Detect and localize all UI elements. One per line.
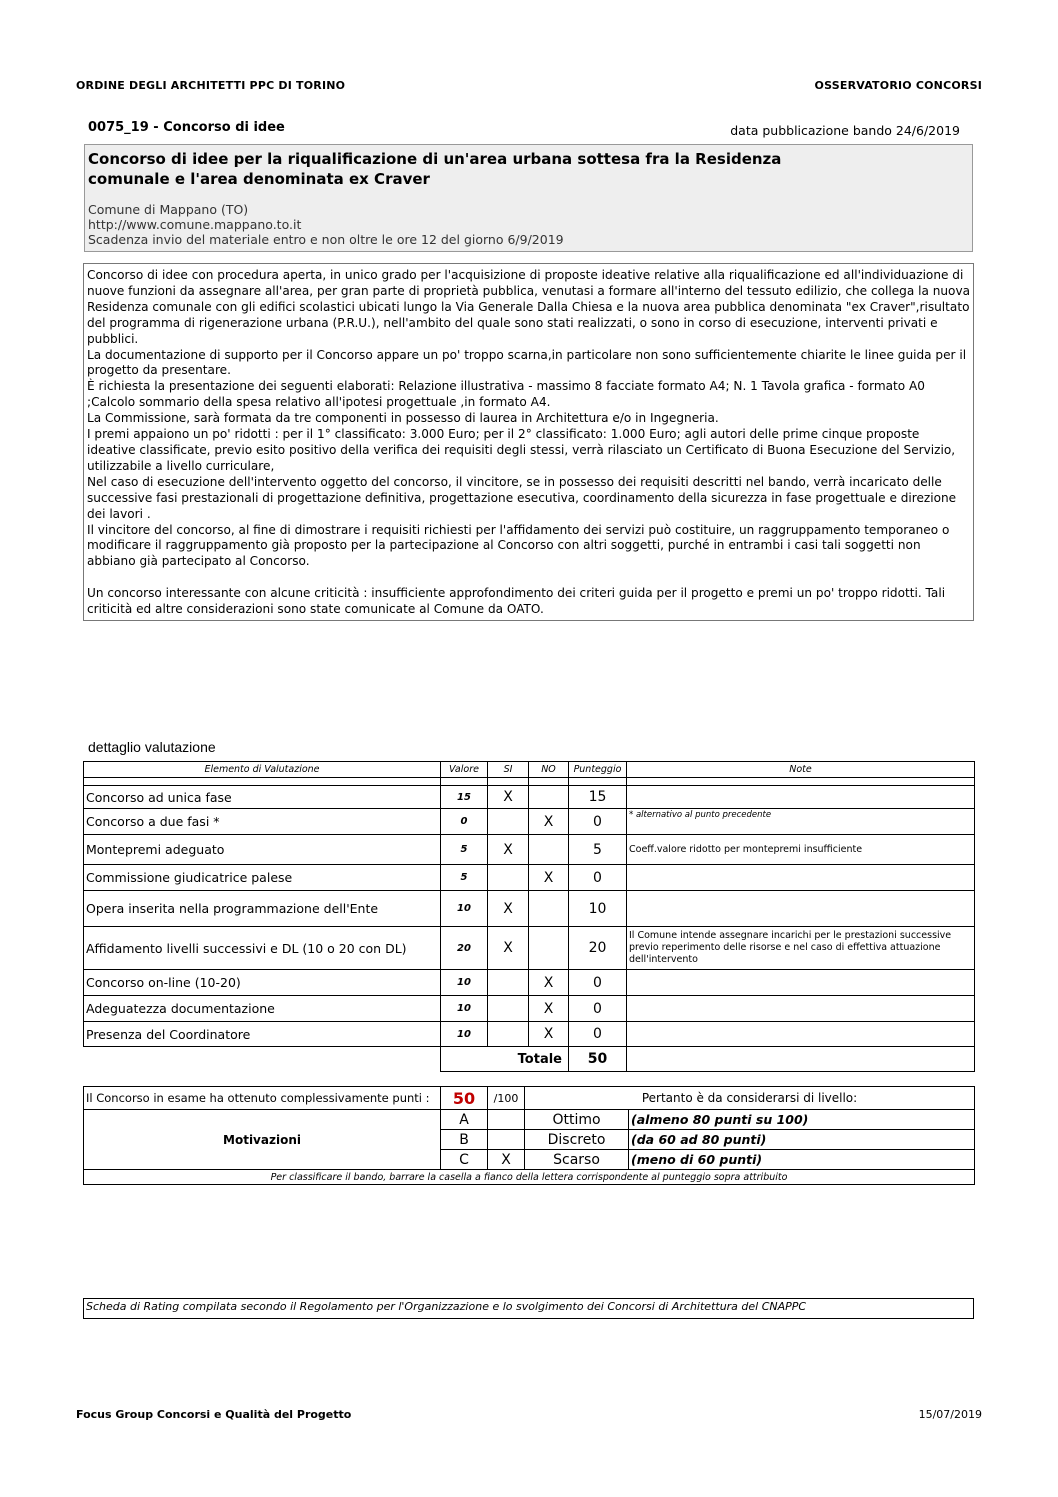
total-note (627, 1047, 975, 1072)
publication-date: data pubblicazione bando 24/6/2019 (730, 123, 960, 138)
row-points: 10 (569, 891, 627, 927)
row-no-mark (529, 891, 569, 927)
row-si-mark: X (488, 927, 529, 970)
row-value: 0 (441, 809, 488, 835)
row-element: Commissione giudicatrice palese (84, 865, 441, 891)
level-checkbox[interactable] (488, 1110, 525, 1130)
col-value-header: Valore (441, 762, 488, 778)
score-row (84, 1087, 975, 1110)
total-points: 50 (569, 1047, 627, 1072)
description-text: Concorso di idee con procedura aperta, in unico grado per l'acquisizione di proposte ideative relative alla riqualificazione ed all'individuazione di nuove funzioni da assegnare all'area, per gran parte di proprietà pubblica, venutasi a formare all'interno del tessuto edilizio, che collega la nuova Residenza comunale con gli edifici scolastici ubicati lungo la Via Generale Dalla Chiesa e la nuova area pubblica denominata "ex Craver",risultato del programma di rigenerazione urbana (P.R.U.), nell'ambito del quale sono stati realizzati, o sono in corso di esecuzione, interventi privati e pubblici. La documentazione di supporto per il Concorso appare un po' troppo scarna,in particolare non sono sufficientemente chiarite le linee guida per il progetto da presentare. È richiesta la presentazione dei seguenti elaborati: Relazione illustrativa - massimo 8 facciate formato A4; N. 1 Tavola grafica - formato A0 ;Calcolo sommario della spesa relativo all'ipotesi progettuale ,in formato A4. La Commissione, sarà formata da tre componenti in possesso di laurea in Architettura e/o in Ingegneria. I premi appaiono un po' ridotti : per il 1° classificato: 3.000 Euro; per il 2° classificato: 1.000 Euro; agli autori delle prime cinque proposte ideative classificate, previo esito positivo della verifica dei requisiti degli stessi, verrà rilasciato un Certificato di Buona Esecuzione del Servizio, utilizzabile a livello curriculare, Nel caso di esecuzione dell'intervento oggetto del concorso, il vincitore, se in possesso dei requisiti descritti nel bando, verrà incaricato delle successive fasi prestazionali di progettazione definitiva, progettazione esecutiva, coordinamento della sicurezza in fase progettuale e direzione dei lavori . Il vincitore del concorso, al fine di dimostrare i requisiti richiesti per l'affidamento dei servizi può costituire, un raggruppamento temporaneo o modificare il raggruppamento già proposto per la partecipazione al Concorso con altri soggetti, purché in entrambi i casi tali soggetti non abbiano già partecipato al Concorso. (87, 268, 971, 569)
table-row (84, 835, 975, 865)
competition-title: Concorso di idee per la riqualificazione di un'area urbana sottesa fra la Residenza comunale e l'area denominata ex Craver (88, 150, 782, 188)
row-value: 10 (441, 1022, 488, 1047)
row-no-mark: X (529, 809, 569, 835)
row-si-mark (488, 970, 529, 996)
table-row (84, 786, 975, 809)
row-value: 5 (441, 835, 488, 865)
row-note (627, 1022, 975, 1047)
row-element: Concorso on-line (10-20) (84, 970, 441, 996)
row-no-mark (529, 786, 569, 809)
row-points: 0 (569, 865, 627, 891)
level-letter: C (441, 1150, 488, 1170)
footer-date: 15/07/2019 (918, 1408, 982, 1421)
row-points: 20 (569, 927, 627, 970)
row-element: Affidamento livelli successivi e DL (10 o 20 con DL) (84, 927, 441, 970)
row-note: Coeff.valore ridotto per montepremi insufficiente (627, 835, 975, 865)
row-si-mark (488, 996, 529, 1022)
row-note (627, 970, 975, 996)
row-points: 0 (569, 970, 627, 996)
row-element: Presenza del Coordinatore (84, 1022, 441, 1047)
row-note: * alternativo al punto precedente (627, 809, 975, 835)
row-points: 0 (569, 996, 627, 1022)
row-no-mark: X (529, 1022, 569, 1047)
row-element: Concorso a due fasi * (84, 809, 441, 835)
row-note: Il Comune intende assegnare incarichi per le prestazioni successive previo reperimento delle risorse e nel caso di effettiva attuazione dell'intervento (627, 927, 975, 970)
row-element: Opera inserita nella programmazione dell'Ente (84, 891, 441, 927)
competition-info-box (84, 144, 973, 252)
entity-url[interactable]: http://www.comune.mappano.to.it (88, 217, 302, 232)
observatory-title: OSSERVATORIO CONCORSI (814, 79, 982, 92)
col-notes-header: Note (627, 762, 975, 778)
row-no-mark: X (529, 970, 569, 996)
row-note (627, 996, 975, 1022)
row-no-mark: X (529, 996, 569, 1022)
level-name: Ottimo (525, 1110, 629, 1130)
row-value: 10 (441, 891, 488, 927)
org-name: ORDINE DEGLI ARCHITETTI PPC DI TORINO (76, 79, 346, 92)
spacer-row (84, 778, 975, 786)
row-si-mark: X (488, 786, 529, 809)
row-note (627, 786, 975, 809)
row-no-mark (529, 835, 569, 865)
row-si-mark: X (488, 891, 529, 927)
col-points-header: Punteggio (569, 762, 627, 778)
row-si-mark (488, 865, 529, 891)
footer-group: Focus Group Concorsi e Qualità del Progetto (76, 1408, 352, 1421)
classification-footnote: Per classificare il bando, barrare la casella a fianco della lettera corrispondente al punteggio sopra attribuito (84, 1170, 975, 1185)
row-value: 15 (441, 786, 488, 809)
score-out-of: /100 (488, 1087, 525, 1110)
row-si-mark (488, 809, 529, 835)
level-checkbox[interactable] (488, 1130, 525, 1150)
table-row (84, 809, 975, 835)
competition-code: 0075_19 - Concorso di idee (88, 120, 285, 135)
table-row (84, 1022, 975, 1047)
row-no-mark (529, 927, 569, 970)
level-name: Scarso (525, 1150, 629, 1170)
row-note (627, 865, 975, 891)
row-element: Adeguatezza documentazione (84, 996, 441, 1022)
level-range: (da 60 ad 80 punti) (629, 1130, 975, 1150)
row-note (627, 891, 975, 927)
deadline: Scadenza invio del materiale entro e non oltre le ore 12 del giorno 6/9/2019 (88, 232, 564, 247)
col-si-header: SI (488, 762, 529, 778)
rating-note: Scheda di Rating compilata secondo il Regolamento per l'Organizzazione e lo svolgimento dei Concorsi di Architettura del CNAPPC (83, 1298, 974, 1319)
total-label: Totale (441, 1047, 569, 1072)
row-value: 10 (441, 970, 488, 996)
row-points: 0 (569, 809, 627, 835)
row-si-mark: X (488, 835, 529, 865)
evaluation-header-row (84, 762, 975, 778)
row-points: 5 (569, 835, 627, 865)
total-row (84, 1047, 975, 1072)
table-row (84, 865, 975, 891)
level-range: (meno di 60 punti) (629, 1150, 975, 1170)
row-points: 0 (569, 1022, 627, 1047)
row-value: 10 (441, 996, 488, 1022)
level-letter: B (441, 1130, 488, 1150)
table-row (84, 996, 975, 1022)
row-points: 15 (569, 786, 627, 809)
level-checkbox[interactable]: X (488, 1150, 525, 1170)
table-row (84, 927, 975, 970)
row-si-mark (488, 1022, 529, 1047)
description-box (83, 263, 974, 621)
table-row (84, 970, 975, 996)
evaluation-table (83, 761, 975, 1072)
row-value: 5 (441, 865, 488, 891)
level-heading: Pertanto è da considerarsi di livello: (525, 1087, 975, 1110)
row-element: Montepremi adeguato (84, 835, 441, 865)
level-name: Discreto (525, 1130, 629, 1150)
footnote-row (84, 1170, 975, 1185)
level-range: (almeno 80 punti su 100) (629, 1110, 975, 1130)
score-label: Il Concorso in esame ha ottenuto complessivamente punti : (84, 1087, 441, 1110)
row-element: Concorso ad unica fase (84, 786, 441, 809)
motivations-label: Motivazioni (84, 1110, 441, 1170)
result-table (83, 1086, 975, 1185)
level-letter: A (441, 1110, 488, 1130)
col-element-header: Elemento di Valutazione (84, 762, 441, 778)
table-row (84, 891, 975, 927)
col-no-header: NO (529, 762, 569, 778)
score-value: 50 (441, 1087, 488, 1110)
row-value: 20 (441, 927, 488, 970)
entity-name: Comune di Mappano (TO) (88, 202, 249, 217)
level-row (84, 1110, 975, 1130)
row-no-mark: X (529, 865, 569, 891)
evaluation-heading: dettaglio valutazione (88, 739, 216, 755)
description-conclusion: Un concorso interessante con alcune criticità : insufficiente approfondimento dei criteri guida per il progetto e premi un po' troppo ridotti. Tali criticità ed altre considerazioni sono state comunicate al Comune da OATO. (87, 586, 946, 617)
